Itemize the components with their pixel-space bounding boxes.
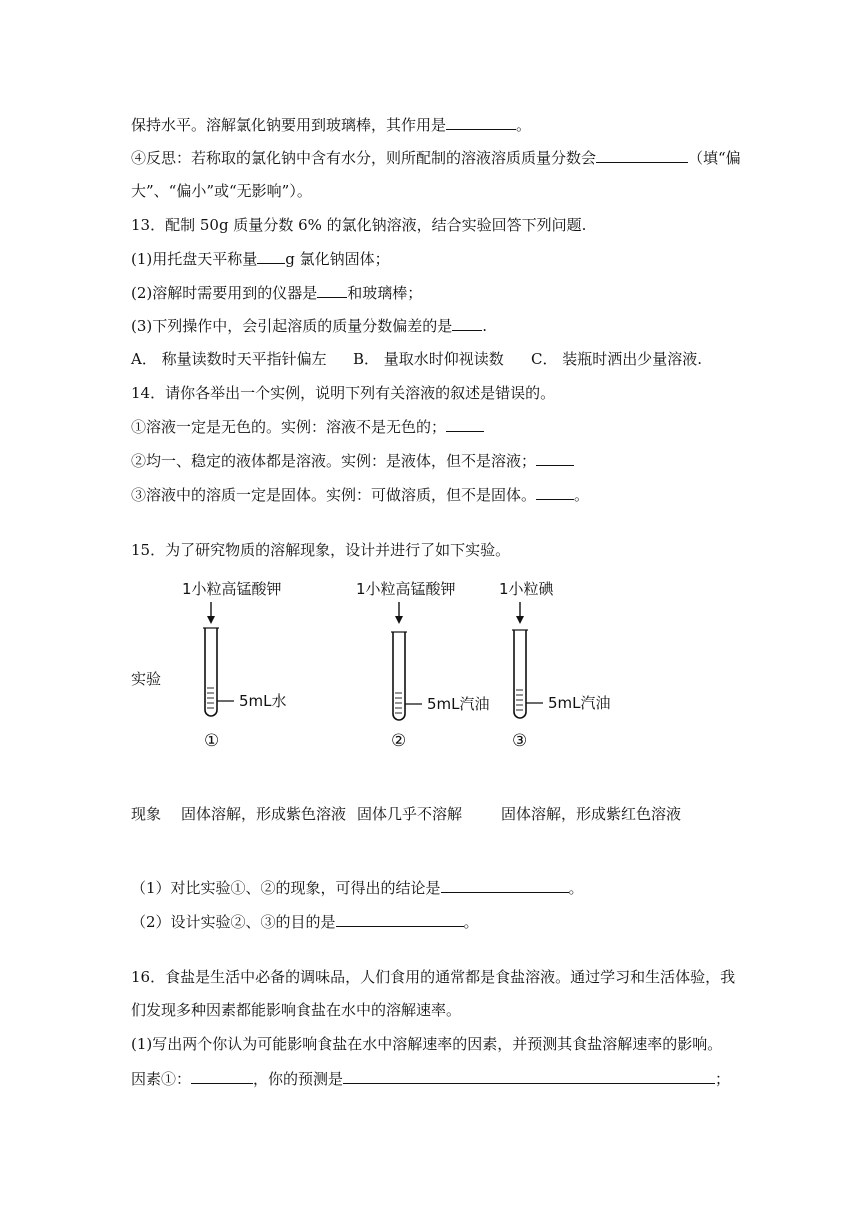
phenomena-label: 现象 bbox=[131, 805, 162, 823]
question-13 bbox=[131, 215, 586, 235]
text-fragment: 保持水平。溶解氯化钠要用到玻璃棒，其作用是 bbox=[131, 116, 447, 134]
text-fragment: 大”、“偏小”或“无影响”）。 bbox=[131, 182, 312, 200]
answer-blank[interactable] bbox=[536, 450, 574, 466]
text-fragment: 。 bbox=[463, 913, 479, 931]
tube-1-side-label: 5mL水 bbox=[239, 692, 287, 710]
text-fragment: 和玻璃棒； bbox=[347, 284, 423, 302]
question-text: 13．配制 50g 质量分数 6% 的氯化钠溶液，结合实验回答下列问题. bbox=[131, 216, 587, 234]
question-16 bbox=[131, 967, 735, 987]
text-line-1 bbox=[131, 114, 531, 135]
question-14 bbox=[131, 383, 555, 403]
text-fragment: 。 bbox=[574, 486, 590, 504]
tube-3-top-label: 1小粒碘 bbox=[499, 580, 554, 598]
text-fragment: ④反思：若称取的氯化钠中含有水分，则所配制的溶液溶质质量分数会 bbox=[131, 149, 597, 167]
question-13-part-3 bbox=[131, 315, 487, 336]
text-fragment: （2）设计实验②、③的目的是 bbox=[131, 913, 336, 931]
tube-2-side-label: 5mL汽油 bbox=[427, 695, 490, 713]
experiment-figure bbox=[170, 570, 650, 755]
question-13-part-2 bbox=[131, 282, 422, 303]
answer-blank[interactable] bbox=[446, 416, 484, 432]
phenomenon-3: 固体溶解，形成紫红色溶液 bbox=[501, 805, 682, 823]
text-fragment: ①溶液一定是无色的。实例：溶液不是无色的； bbox=[131, 418, 447, 436]
text-fragment: 。 bbox=[516, 116, 532, 134]
answer-blank[interactable] bbox=[452, 315, 482, 331]
phenomenon-2: 固体几乎不溶解 bbox=[357, 805, 463, 823]
question-13-options bbox=[131, 349, 702, 369]
question-text: 14．请你各举出一个实例，说明下列有关溶液的叙述是错误的。 bbox=[131, 384, 556, 402]
answer-blank[interactable] bbox=[191, 1068, 253, 1084]
question-15-part-2 bbox=[131, 911, 479, 932]
question-text: 16．食盐是生活中必备的调味品，人们食用的通常都是食盐溶液。通过学习和生活体验，我 bbox=[131, 968, 736, 986]
question-14-item-3 bbox=[131, 484, 589, 505]
tube-2-top-label: 1小粒高锰酸钾 bbox=[356, 580, 456, 598]
question-14-item-2 bbox=[131, 450, 574, 471]
text-fragment: (2)溶解时需要用到的仪器是 bbox=[131, 284, 318, 302]
answer-blank[interactable] bbox=[596, 147, 688, 163]
answer-blank[interactable] bbox=[446, 114, 516, 130]
test-tube-2 bbox=[356, 580, 490, 751]
option-c[interactable]: C． 装瓶时洒出少量溶液. bbox=[531, 350, 703, 368]
question-text: 们发现多种因素都能影响食盐在水中的溶解速率。 bbox=[131, 1001, 462, 1019]
text-fragment: (1)写出两个你认为可能影响食盐在水中溶解速率的因素，并预测其食盐溶解速率的影响。 bbox=[131, 1035, 723, 1053]
text-fragment: ，你的预测是 bbox=[253, 1070, 344, 1088]
question-15-part-1 bbox=[131, 877, 584, 898]
question-16-factor-1 bbox=[131, 1068, 730, 1089]
text-line-2 bbox=[131, 147, 741, 168]
text-fragment: ； bbox=[715, 1070, 731, 1088]
answer-blank[interactable] bbox=[336, 911, 464, 927]
text-fragment: 因素①： bbox=[131, 1070, 192, 1088]
experiment-row-label: 实验 bbox=[131, 670, 162, 688]
text-fragment: . bbox=[482, 317, 488, 335]
answer-blank[interactable] bbox=[536, 484, 574, 500]
tube-1-number: ① bbox=[204, 731, 220, 751]
test-tube-3 bbox=[499, 580, 611, 751]
text-fragment: (1)用托盘天平称量 bbox=[131, 250, 258, 268]
answer-blank[interactable] bbox=[343, 1068, 715, 1084]
text-fragment: （填“偏 bbox=[688, 149, 741, 167]
question-15 bbox=[131, 540, 510, 560]
answer-blank[interactable] bbox=[441, 877, 569, 893]
tube-3-side-label: 5mL汽油 bbox=[548, 694, 611, 712]
answer-blank[interactable] bbox=[257, 248, 285, 264]
question-16-part-1 bbox=[131, 1034, 722, 1054]
text-line-3 bbox=[131, 181, 312, 201]
option-b[interactable]: B． 量取水时仰视读数 bbox=[353, 350, 504, 368]
phenomenon-1: 固体溶解，形成紫色溶液 bbox=[181, 805, 347, 823]
question-14-item-1 bbox=[131, 416, 484, 437]
tube-1-top-label: 1小粒高锰酸钾 bbox=[182, 580, 282, 598]
text-fragment: g 氯化钠固体； bbox=[285, 250, 390, 268]
text-fragment: ③溶液中的溶质一定是固体。实例：可做溶质，但不是固体。 bbox=[131, 486, 537, 504]
question-13-part-1 bbox=[131, 248, 390, 269]
text-fragment: 。 bbox=[568, 879, 584, 897]
question-16-line-2 bbox=[131, 1000, 461, 1020]
tube-2-number: ② bbox=[391, 731, 407, 751]
tube-3-number: ③ bbox=[512, 731, 528, 751]
answer-blank[interactable] bbox=[317, 282, 347, 298]
test-tube-1 bbox=[182, 580, 287, 751]
text-fragment: ②均一、稳定的液体都是溶液。实例：是液体，但不是溶液； bbox=[131, 452, 537, 470]
option-a[interactable]: A． 称量读数时天平指针偏左 bbox=[131, 350, 327, 368]
text-fragment: (3)下列操作中，会引起溶质的质量分数偏差的是 bbox=[131, 317, 453, 335]
question-text: 15．为了研究物质的溶解现象，设计并进行了如下实验。 bbox=[131, 541, 511, 559]
text-fragment: （1）对比实验①、②的现象，可得出的结论是 bbox=[131, 879, 441, 897]
